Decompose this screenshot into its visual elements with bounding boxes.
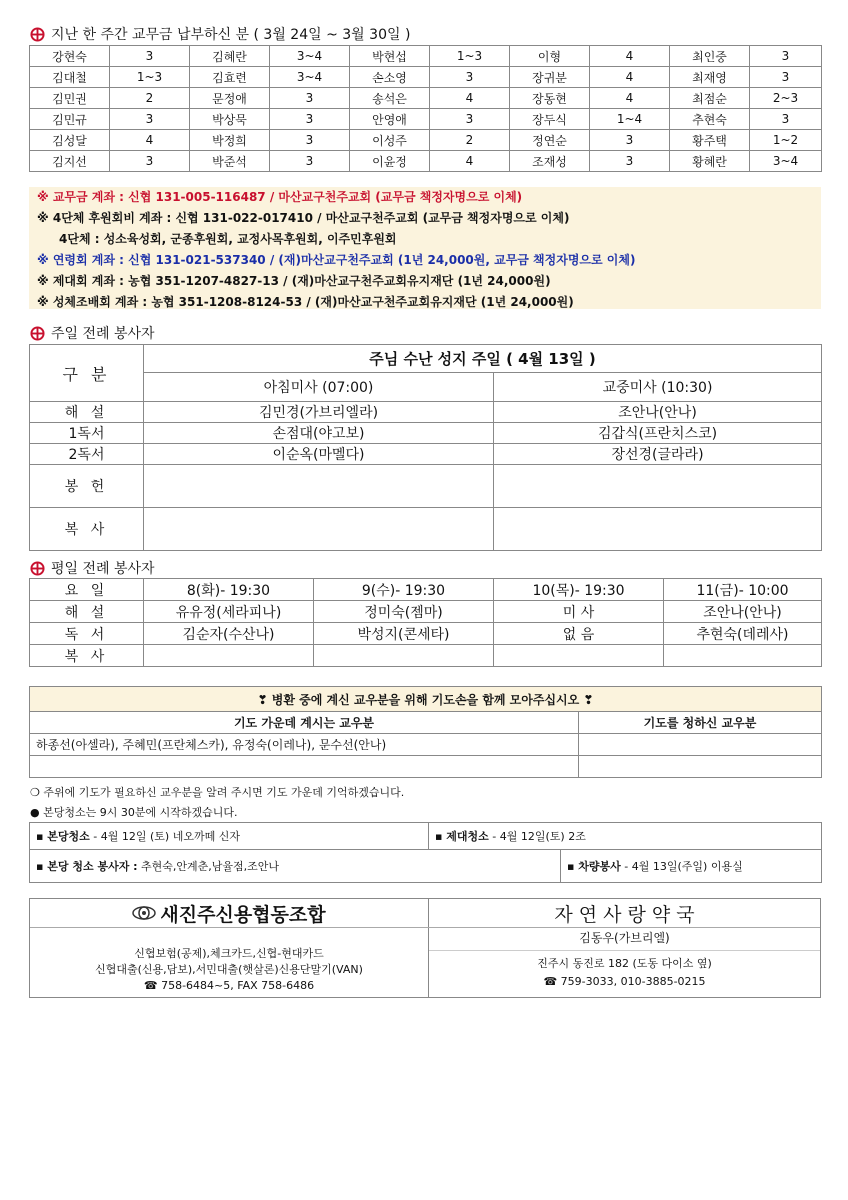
weekday-cell: 미 사: [494, 601, 664, 623]
weekday-cell: 유유정(세라피나): [144, 601, 314, 623]
donor-months: 4: [590, 88, 670, 109]
donor-name: 장귀분: [510, 67, 590, 88]
donor-months: 3: [430, 67, 510, 88]
weekday-cell: 박성지(콘세타): [314, 623, 494, 645]
donor-months: 3: [110, 151, 190, 172]
note-line: ※ 연령회 계좌 : 신협 131-021-537340 / (재)마산교구천주교회 (1년 24,000원, 교무금 책정자명으로 이체): [37, 253, 636, 267]
donor-months: 3: [110, 46, 190, 67]
pharmacy-line: ☎ 759-3033, 010-3885-0215: [543, 975, 706, 988]
donor-name: 안영애: [350, 109, 430, 130]
cleaning-text: 추현숙,안계춘,남율점,조안나: [137, 860, 280, 873]
donor-name: 황혜란: [670, 151, 750, 172]
donor-name: 정연순: [510, 130, 590, 151]
main-cell: [494, 508, 822, 551]
donor-name: 김민권: [30, 88, 110, 109]
donor-name: 박정희: [190, 130, 270, 151]
donor-months: 4: [590, 67, 670, 88]
donor-name: 장동현: [510, 88, 590, 109]
donor-row: [30, 88, 822, 109]
donor-months: 4: [110, 130, 190, 151]
donor-months: 2~3: [750, 88, 822, 109]
main-cell: 장선경(글라라): [494, 444, 822, 465]
donor-months: 4: [430, 151, 510, 172]
donor-name: 이형: [510, 46, 590, 67]
circle-plus-icon: [30, 326, 45, 341]
row-label: 1독서: [30, 423, 144, 444]
credit-union-logo-icon: [132, 906, 156, 920]
donor-name: 김성달: [30, 130, 110, 151]
main-cell: [494, 465, 822, 508]
weekday-row-label: 복 사: [30, 645, 144, 667]
donor-name: 최재영: [670, 67, 750, 88]
note-line: ※ 교무금 계좌 : 신협 131-005-116487 / 마산교구천주교회 (교무금 책정자명으로 이체): [37, 190, 523, 204]
cleaning-cell: [561, 850, 822, 883]
weekday-cell: 김순자(수산나): [144, 623, 314, 645]
weekday-cell: [144, 645, 314, 667]
donations-title: 지난 한 주간 교무금 납부하신 분 ( 3월 24일 ~ 3월 30일 ): [51, 27, 411, 43]
donor-name: 이윤정: [350, 151, 430, 172]
weekday-cell: 9(수)- 19:30: [314, 579, 494, 601]
circle-plus-icon: [30, 561, 45, 576]
donor-name: 박현섭: [350, 46, 430, 67]
donor-months: 2: [110, 88, 190, 109]
weekday-table: [29, 578, 822, 667]
morning-cell: [144, 508, 494, 551]
donor-months: 1~3: [430, 46, 510, 67]
cleaning-label: ▪ 차량봉사: [567, 860, 621, 873]
donor-name: 박준석: [190, 151, 270, 172]
credit-union-line: ☎ 758-6484~5, FAX 758-6486: [143, 979, 315, 992]
donor-name: 장두식: [510, 109, 590, 130]
cleaning-cell: [30, 850, 561, 883]
donor-name: 김대철: [30, 67, 110, 88]
prayer-empty-cell: [30, 756, 579, 778]
weekday-cell: 정미숙(젬마): [314, 601, 494, 623]
circle-plus-icon: [30, 27, 45, 42]
weekday-title: 평일 전례 봉사자: [51, 561, 155, 577]
cleaning-label: ▪ 본당청소: [36, 830, 90, 843]
donor-row: [30, 67, 822, 88]
cleaning-text: - 4월 12일 (토) 네오까떼 신자: [89, 830, 240, 843]
donor-months: 1~3: [110, 67, 190, 88]
weekday-header-row: [30, 579, 822, 601]
weekday-cell: 조안나(안나): [664, 601, 822, 623]
morning-cell: 김민경(가브리엘라): [144, 402, 494, 423]
morning-cell: 이순옥(마멜다): [144, 444, 494, 465]
weekday-row-label: 요 일: [30, 579, 144, 601]
donor-row: [30, 46, 822, 67]
prayer-col-header: 기도를 청하신 교우분: [579, 712, 822, 734]
donor-months: 1~2: [750, 130, 822, 151]
weekday-cell: [314, 645, 494, 667]
weekday-row: [30, 645, 822, 667]
credit-union-name: 새진주신용협동조합: [160, 903, 326, 926]
note-line: ※ 4단체 후원회비 계좌 : 신협 131-022-017410 / 마산교구천주교회 (교무금 책정자명으로 이체): [37, 211, 570, 225]
row-label: 2독서: [30, 444, 144, 465]
donor-row: [30, 109, 822, 130]
weekday-cell: 추현숙(데레사): [664, 623, 822, 645]
donor-name: 박상묵: [190, 109, 270, 130]
note-line: 4단체 : 성소육성회, 군종후원회, 교정사목후원회, 이주민후원회: [59, 232, 397, 246]
cleaning-table: [29, 822, 822, 883]
weekday-cell: 8(화)- 19:30: [144, 579, 314, 601]
donor-name: 문정애: [190, 88, 270, 109]
weekday-row-label: 해 설: [30, 601, 144, 623]
credit-union-line: 신협대출(신용,담보),서민대출(햇살론)신용단말기(VAN): [95, 963, 363, 976]
weekday-section-title: [30, 558, 155, 578]
sunday-table: [29, 344, 822, 551]
donor-name: 조재성: [510, 151, 590, 172]
main-cell: 조안나(안나): [494, 402, 822, 423]
donor-months: 3: [750, 46, 822, 67]
donor-months: 3: [430, 109, 510, 130]
donor-months: 3~4: [270, 67, 350, 88]
donor-name: 송석은: [350, 88, 430, 109]
weekday-cell: [664, 645, 822, 667]
prayer-banner: ❣ 병환 중에 계신 교우분을 위해 기도손을 함께 모아주십시오 ❣: [30, 687, 822, 712]
ads-divider: [30, 927, 820, 928]
prayer-col-header: 기도 가운데 계시는 교우분: [30, 712, 579, 734]
prayer-notice: ❍ 주위에 기도가 필요하신 교우분을 알려 주시면 기도 가운데 기억하겠습니다.: [30, 786, 405, 799]
donor-months: 3: [590, 151, 670, 172]
morning-cell: [144, 465, 494, 508]
row-label: 해 설: [30, 402, 144, 423]
donor-months: 1~4: [590, 109, 670, 130]
pharmacy-details: [429, 955, 820, 991]
donor-name: 강현숙: [30, 46, 110, 67]
donor-name: 황주택: [670, 130, 750, 151]
donor-months: 3: [110, 109, 190, 130]
donor-months: 3~4: [750, 151, 822, 172]
cleaning-cell: [30, 823, 429, 850]
cleaning-text: - 4월 13일(주일) 이용실: [620, 860, 743, 873]
donations-section-title: [30, 24, 410, 44]
sunday-section-title: [30, 323, 155, 343]
ads-box: [29, 898, 821, 998]
donor-name: 김효련: [190, 67, 270, 88]
row-label: 복 사: [30, 508, 144, 551]
donor-months: 3: [750, 67, 822, 88]
prayer-empty-cell: [579, 756, 822, 778]
donor-months: 3: [270, 109, 350, 130]
cleaning-notice: ● 본당청소는 9시 30분에 시작하겠습니다.: [30, 806, 238, 819]
donor-months: 3: [270, 130, 350, 151]
cleaning-label: ▪ 제대청소: [435, 830, 489, 843]
weekday-row-label: 독 서: [30, 623, 144, 645]
donor-name: 이성주: [350, 130, 430, 151]
pharmacy-name: 자 연 사 랑 약 국: [554, 903, 695, 926]
sunday-header-title: 주님 수난 성지 주일 ( 4월 13일 ): [144, 345, 822, 373]
note-line: ※ 제대회 계좌 : 농협 351-1207-4827-13 / (재)마산교구천주교회유지재단 (1년 24,000원): [37, 274, 551, 288]
weekday-cell: 11(금)- 10:00: [664, 579, 822, 601]
donor-name: 최점순: [670, 88, 750, 109]
weekday-row: [30, 623, 822, 645]
cleaning-cell: [429, 823, 822, 850]
row-label: 봉 헌: [30, 465, 144, 508]
donor-months: 3~4: [270, 46, 350, 67]
donor-months: 3: [590, 130, 670, 151]
mass-morning: 아침미사 (07:00): [144, 373, 494, 402]
donor-months: 2: [430, 130, 510, 151]
sunday-title: 주일 전례 봉사자: [51, 326, 155, 342]
credit-union-details: [30, 946, 428, 994]
cleaning-text: - 4월 12일(토) 2조: [488, 830, 586, 843]
note-line: ※ 성체조배회 계좌 : 농협 351-1208-8124-53 / (재)마산교구천주교회유지재단 (1년 24,000원): [37, 295, 574, 309]
credit-union-title-row: [30, 899, 428, 927]
weekday-cell: [494, 645, 664, 667]
donor-months: 4: [430, 88, 510, 109]
donor-name: 김민규: [30, 109, 110, 130]
donor-months: 3: [270, 88, 350, 109]
cleaning-label: ▪ 본당 청소 봉사자 :: [36, 860, 138, 873]
donor-months: 3: [270, 151, 350, 172]
donor-name: 손소영: [350, 67, 430, 88]
donor-row: [30, 130, 822, 151]
sunday-header-label: 구 분: [30, 345, 144, 402]
ads-divider: [429, 950, 820, 951]
morning-cell: 손점대(야고보): [144, 423, 494, 444]
weekday-cell: 없 음: [494, 623, 664, 645]
weekday-cell: 10(목)- 19:30: [494, 579, 664, 601]
donor-name: 추현숙: [670, 109, 750, 130]
donor-months: 4: [590, 46, 670, 67]
main-cell: 김갑식(프란치스코): [494, 423, 822, 444]
pharmacy-owner: 김동우(가브리엘): [579, 931, 670, 945]
donor-name: 최인중: [670, 46, 750, 67]
weekday-row: [30, 601, 822, 623]
donor-name: 김지선: [30, 151, 110, 172]
prayer-requesters: [579, 734, 822, 756]
credit-union-line: 신협보험(공제),체크카드,신협-현대카드: [134, 947, 324, 960]
prayer-table: [29, 686, 822, 778]
donations-table: [29, 45, 822, 172]
mass-main: 교중미사 (10:30): [494, 373, 822, 402]
account-notes: [29, 187, 821, 309]
prayer-names: 하종선(아셀라), 주혜민(프란체스카), 유정숙(이레나), 문수선(안나): [30, 734, 579, 756]
donor-row: [30, 151, 822, 172]
donor-name: 김혜란: [190, 46, 270, 67]
pharmacy-line: 진주시 동진로 182 (도동 다이소 옆): [537, 957, 712, 970]
donor-months: 3: [750, 109, 822, 130]
